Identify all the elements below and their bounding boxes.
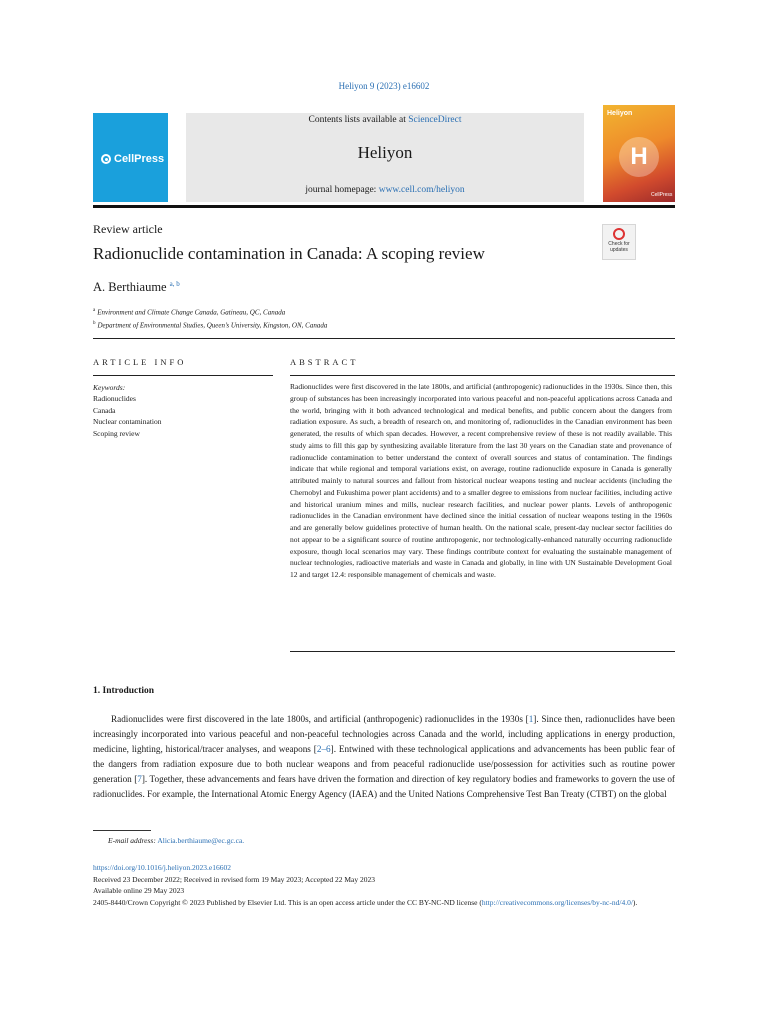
introduction-paragraph: Radionuclides were first discovered in the late 1800s, and artificial (anthropogenic) radionuclides in the 1930s [1]. Since then, radionuclides have been increasingly incorporated into various peaceful and non-peaceful technologies across Canada and the world, including applications in energy production, medicine, lighting, historical/tracer analyses, and weapons [2–6]. Entwined with these technological applications and advancements has been public fear of the dangers from radiation exposure due to both nuclear weapons and from peaceful radionuclide use/possession for activities such as routine power generation [7]. Together, these advancements and fears have driven the formation and direction of key regulatory bodies and frameworks to govern the use of radionuclides. For example, the International Atomic Energy Agency (IAEA) and the United Nations Comprehensive Test Ban Treaty (CTBT) on the global bbox=[93, 714, 675, 799]
doi-link[interactable]: https://doi.org/10.1016/j.heliyon.2023.e16602 bbox=[93, 863, 231, 872]
author-list bbox=[93, 280, 180, 295]
affiliation-b: $^b$ Department of Environmental Studies, Queen’s University, Kingston, ON, Canada bbox=[93, 321, 328, 330]
journal-cover-thumbnail[interactable] bbox=[603, 105, 675, 202]
abstract-heading: ABSTRACT bbox=[290, 357, 359, 367]
cellpress-icon bbox=[101, 154, 111, 164]
cover-title: Heliyon bbox=[607, 110, 633, 117]
abstract-end-divider bbox=[290, 651, 675, 652]
article-info-divider bbox=[93, 375, 273, 376]
received-dates: Received 23 December 2022; Received in revised form 19 May 2023; Accepted 22 May 2023 bbox=[93, 874, 376, 884]
homepage-link[interactable]: www.cell.com/heliyon bbox=[378, 185, 465, 195]
keyword-item: Radionuclides bbox=[93, 394, 136, 404]
sciencedirect-link[interactable]: ScienceDirect bbox=[408, 115, 462, 125]
available-online: Available online 29 May 2023 bbox=[93, 886, 185, 895]
journal-citation[interactable]: Heliyon 9 (2023) e16602 bbox=[338, 81, 430, 91]
abstract-divider bbox=[290, 375, 675, 376]
footnote-divider bbox=[93, 830, 151, 831]
license-link[interactable]: http://creativecommons.org/licenses/by-nc-nd/4.0/ bbox=[481, 897, 633, 907]
abstract-text: Radionuclides were first discovered in the late 1800s, and artificial (anthropogenic) radionuclides in the 1930s. Since then, this group of substances has been increasingly incorporated into various peaceful and non-peaceful applications across Canada and the world, bringing with it both advanced technological and medical benefits, and public concern about the dangers from radiation exposure. As such, a breadth of research on, and monitoring of, radionuclides in the Canadian environment has been generated, the results of which span decades. However, a recent comprehensive review of these is not readily available. This study aims to fill this gap by synthesizing available literature from the last 30 years on the Canadian state and provenance of radionuclide contamination to better understand the context of overall sources and status of contamination. The findings indicate that while regional and temporal variations exist, on average, routine radionuclide exposure in Canada is generally attributed mainly to natural sources and fallout from historical nuclear weapons testing and nuclear accidents (including the Chernobyl and Fukushima power plant accidents) and to a smaller degree to emissions from nuclear facilities, including active and historical uranium mines and mills, nuclear research facilities, and nuclear power plants. Levels of anthropogenic radionuclides in the Canadian environment have declined since the initial cessation of nuclear weapons testing in the 1960s and are generally below guidelines protective of human health. On the national scale, present-day nuclear sector facilities do not appear to be a significant source of routine anthropogenic, nor technologically-enhanced naturally occurring radionuclide exposure, though local scenarios may vary. These findings contribute context for evaluating the sustainable management of nuclear technologies, radioactive materials and waste in Canada and globally, in line with UN Sustainable Development Goal 12 and target 12.4: responsible management of chemicals and waste. bbox=[290, 382, 672, 579]
front-matter bbox=[93, 862, 673, 908]
affiliations bbox=[93, 305, 327, 332]
license-statement: 2405-8440/Crown Copyright © 2023 Published by Elsevier Ltd. This is an open access article under the CC BY-NC-ND license (http://creativecommons.org/licenses/by-nc-nd/4.0/). bbox=[93, 897, 638, 907]
cover-publisher: CellPress bbox=[651, 192, 673, 198]
check-for-updates-button[interactable]: Check for updates bbox=[602, 224, 636, 260]
journal-name: Heliyon bbox=[357, 143, 413, 162]
email-footnote: E-mail address: Alicia.berthiaume@ec.gc.ca. bbox=[108, 836, 245, 845]
journal-masthead bbox=[93, 105, 675, 203]
section-divider bbox=[93, 338, 675, 339]
journal-banner bbox=[186, 113, 584, 202]
cellpress-logo[interactable] bbox=[93, 113, 168, 202]
keywords-block bbox=[93, 382, 162, 439]
author-name: A. Berthiaume bbox=[93, 280, 167, 294]
email-link[interactable]: Alicia.berthiaume@ec.gc.ca. bbox=[157, 836, 245, 845]
reference-link[interactable]: 2–6 bbox=[316, 743, 331, 754]
header-divider bbox=[93, 205, 675, 208]
keyword-item: Scoping review bbox=[93, 428, 140, 438]
keyword-item: Canada bbox=[93, 405, 116, 415]
reference-link[interactable]: 1 bbox=[528, 714, 534, 724]
author-affiliation-marks[interactable]: a, b bbox=[169, 280, 180, 288]
article-title: Radionuclide contamination in Canada: A scoping review bbox=[93, 244, 485, 263]
cover-h-emblem: H bbox=[619, 137, 659, 177]
homepage-line: journal homepage: www.cell.com/heliyon bbox=[305, 185, 465, 195]
keyword-item: Nuclear contamination bbox=[93, 417, 162, 427]
section-heading-introduction: 1. Introduction bbox=[93, 686, 155, 696]
reference-link[interactable]: 7 bbox=[137, 773, 142, 784]
article-info-heading: ARTICLE INFO bbox=[93, 357, 187, 367]
article-type: Review article bbox=[93, 222, 163, 236]
affiliation-a: $^a$ Environment and Climate Change Canada, Gatineau, QC, Canada bbox=[93, 308, 286, 317]
cellpress-label: CellPress bbox=[114, 153, 165, 165]
bookmark-icon bbox=[613, 228, 625, 240]
keywords-label: Keywords: bbox=[93, 383, 126, 392]
contents-line: Contents lists available at ScienceDirect bbox=[308, 115, 462, 125]
